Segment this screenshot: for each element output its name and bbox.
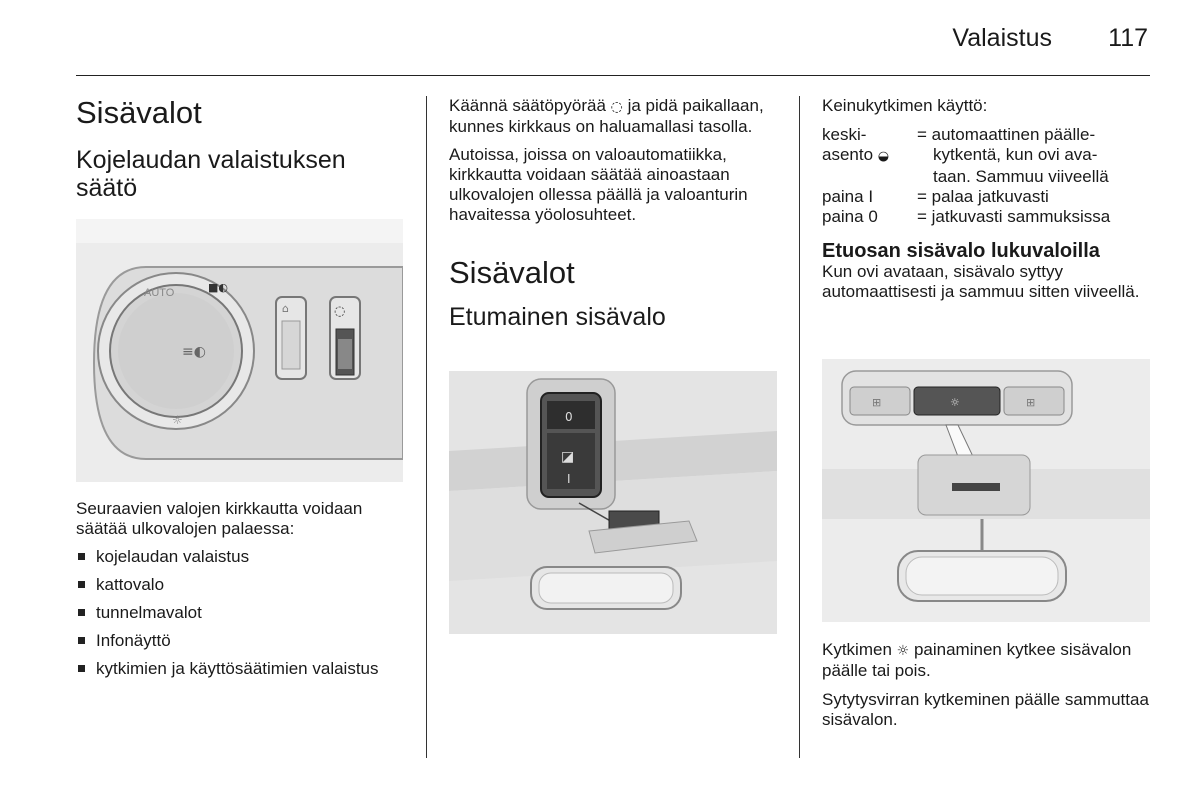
column-2: [449, 96, 779, 331]
light-switch-illustration: [76, 219, 403, 482]
section-title: Valaistus: [952, 24, 1052, 52]
column-divider-1: [426, 96, 427, 758]
svg-text:⌂: ⌂: [282, 302, 289, 315]
section-heading: Sisävalot: [449, 255, 575, 290]
list-item: Infonäyttö: [76, 631, 406, 651]
section-heading: Sisävalot: [76, 95, 202, 130]
reading-lights-figure: [822, 359, 1150, 622]
svg-text:☼: ☼: [950, 396, 960, 409]
light-automation-paragraph: Autoissa, joissa on valoautomatiikka, kirkkautta voidaan säätää ainoastaan ulkovalojen ollessa päällä ja valoanturin havaitessa yöolosuhteet.: [449, 145, 748, 224]
column-3-body: [822, 640, 1152, 730]
bullet-icon: [78, 553, 85, 560]
column-1-body: [76, 499, 406, 687]
column-1: [76, 96, 404, 202]
svg-text:■◐: ■◐: [208, 281, 228, 294]
definition-row: paina I = palaa jatkuvasti: [822, 187, 1049, 206]
auto-label: AUTO: [144, 287, 175, 299]
ignition-paragraph: Sytytysvirran kytkeminen päälle sammuttaa sisävalon.: [822, 690, 1149, 729]
svg-text:◌: ◌: [334, 304, 346, 319]
adjustable-lights-list: [76, 547, 406, 679]
subsection-heading: Etuosan sisävalo lukuvaloilla: [822, 240, 1100, 262]
rocker-switch-intro: Keinukytkimen käyttö:: [822, 96, 988, 115]
thumbwheel-icon: ◌: [610, 99, 623, 115]
list-item: tunnelmavalot: [76, 603, 406, 623]
subsection-heading: Kojelaudan valaistuksen säätö: [76, 146, 346, 202]
door-icon: ◒: [877, 149, 890, 164]
list-item: kojelaudan valaistus: [76, 547, 406, 567]
list-item: kytkimien ja käyttösäätimien valaistus: [76, 659, 406, 679]
bullet-icon: [78, 665, 85, 672]
page-number: 117: [1108, 24, 1148, 52]
dashboard-light-switch-figure: [76, 219, 403, 482]
definition-row: taan. Sammuu viiveellä: [933, 167, 1109, 186]
page-header: [748, 24, 1148, 56]
off-label: 0: [565, 410, 573, 424]
front-interior-light-figure: [449, 371, 777, 634]
reading-light-switch-paragraph: Kytkimen ☼ painaminen kytkee sisävalon päälle tai pois.: [822, 640, 1132, 680]
definition-row: keski- = automaattinen päälle-: [822, 125, 1096, 144]
reading-lights-illustration: [822, 359, 1150, 622]
list-item: kattovalo: [76, 575, 406, 595]
subsection-heading: Etumainen sisävalo: [449, 303, 666, 331]
rocker-switch-definitions: [822, 125, 1152, 227]
bullet-icon: [78, 581, 85, 588]
svg-text:◪: ◪: [561, 449, 575, 465]
definition-row: asento ◒ kytkentä, kun ovi ava-: [822, 145, 1098, 164]
svg-text:⊞: ⊞: [1026, 396, 1036, 409]
header-rule: [76, 75, 1150, 76]
column-divider-2: [799, 96, 800, 758]
intro-paragraph: Seuraavien valojen kirkkautta voidaan säätää ulkovalojen palaessa:: [76, 499, 363, 538]
column-3: [822, 96, 1152, 302]
svg-text:⊞: ⊞: [872, 396, 882, 409]
bullet-icon: [78, 609, 85, 616]
svg-text:☼: ☼: [172, 413, 183, 427]
front-interior-light-illustration: [449, 371, 777, 634]
definition-row: paina 0 = jatkuvasti sammuksissa: [822, 207, 1111, 226]
interior-light-icon: ☼: [896, 643, 910, 659]
svg-text:≡◐: ≡◐: [182, 344, 206, 360]
bullet-icon: [78, 637, 85, 644]
thumbwheel-paragraph: Käännä säätöpyörää ◌ ja pidä paikallaan, kunnes kirkkaus on haluamallasi tasolla.: [449, 96, 764, 136]
on-label: I: [567, 472, 571, 486]
door-open-paragraph: Kun ovi avataan, sisävalo syttyy automaattisesti ja sammuu sitten viiveellä.: [822, 262, 1140, 301]
